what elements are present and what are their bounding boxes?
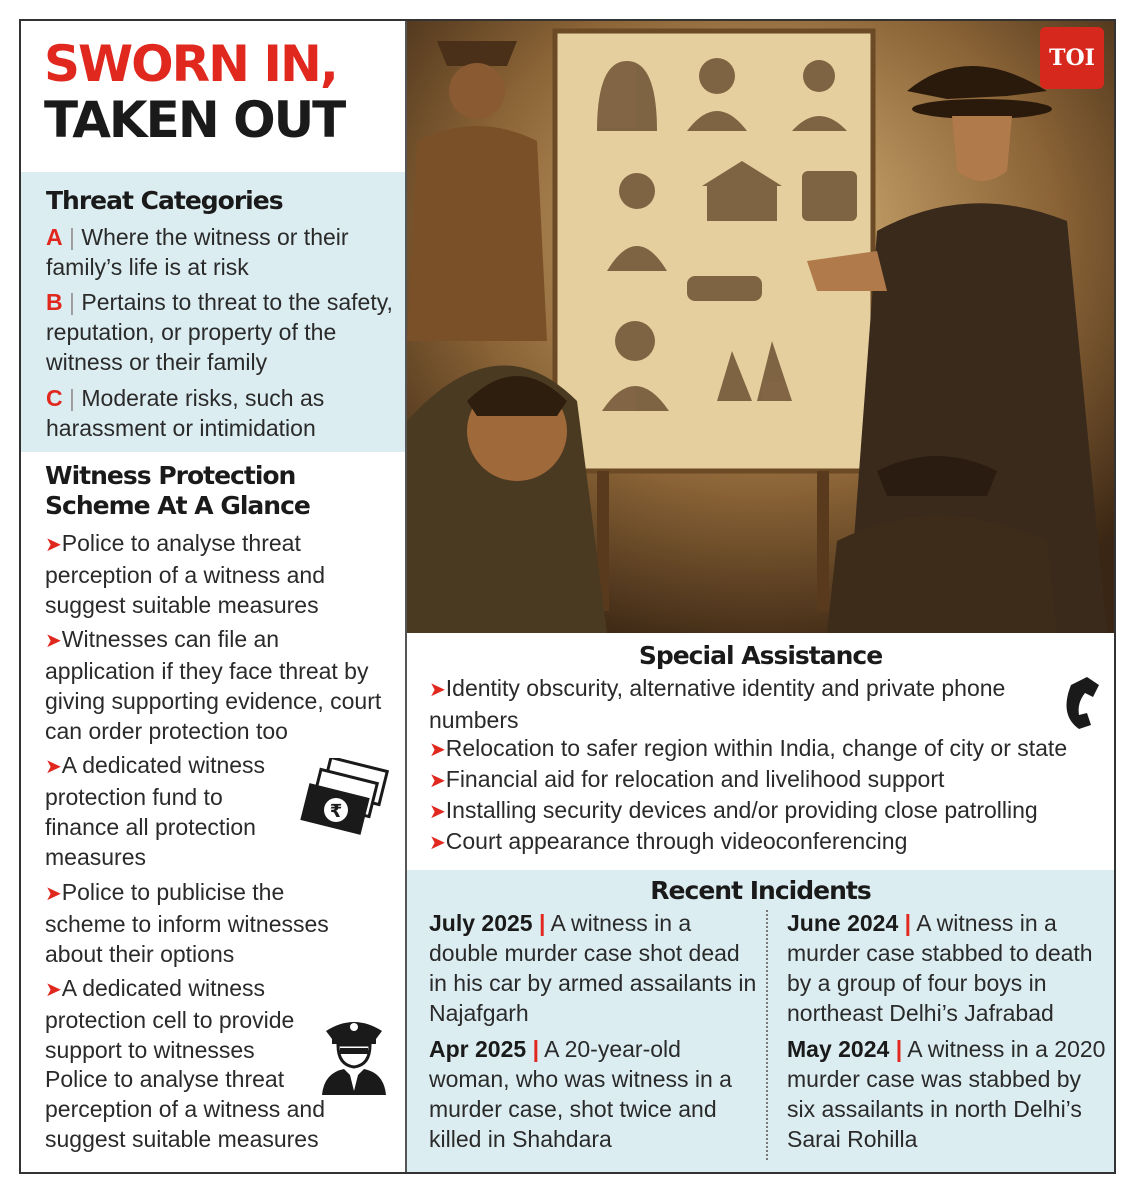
scheme-bullet-text: Witnesses can file an application if they face threat by giving supporting evidence, court can order protection too — [45, 626, 382, 744]
scheme-bullet — [45, 973, 330, 1065]
incident-item: June 2024 | A witness in a murder case stabbed to death by a group of four boys in northeast Delhi’s Jafrabad — [787, 910, 1093, 1026]
recent-incidents-panel — [407, 870, 1114, 1172]
scheme-bullet-text: Police to analyse threat perception of a witness and suggest suitable measures — [45, 530, 326, 618]
category-text: Where the witness or their family’s life is at risk — [46, 224, 349, 280]
incident-item: July 2025 | A witness in a double murder case shot dead in his car by armed assailants in Najafgarh — [429, 910, 757, 1026]
special-assistance-heading: Special Assistance — [638, 641, 883, 670]
scheme-heading-line-1: Witness Protection — [45, 461, 296, 490]
scheme-bullet-text: Police to publicise the scheme to inform witnesses about their options — [45, 879, 329, 967]
svg-text:₹: ₹ — [329, 801, 343, 822]
bullet-arrow-icon: ➤ — [429, 679, 446, 701]
threat-categories-heading: Threat Categories — [46, 186, 283, 215]
category-text: Pertains to threat to the safety, reputation, or property of the witness or their family — [46, 289, 393, 375]
scheme-heading-line-2: Scheme At A Glance — [45, 491, 310, 520]
special-assistance-panel — [407, 633, 1114, 868]
incident-text: A 20-year-old woman, who was witness in a murder case, shot twice and killed in Shahdara — [429, 1036, 732, 1152]
scheme-trailing-text: Police to analyse threat perception of a witness and suggest suitable measures — [45, 1066, 326, 1152]
incident-text: A witness in a murder case stabbed to death by a group of four boys in northeast Delhi’s Jafrabad — [787, 910, 1093, 1026]
bullet-arrow-icon: ➤ — [45, 883, 62, 905]
police-officer-icon — [318, 1013, 390, 1095]
illustration-briefing-scene — [407, 21, 1114, 633]
incident-date: May 2024 — [787, 1036, 890, 1062]
title-line-2: TAKEN OUT — [44, 91, 345, 149]
incident-text: A witness in a 2020 murder case was stabbed by six assailants in north Delhi’s Sarai Rohilla — [787, 1036, 1106, 1152]
toi-logo: TOI — [1040, 27, 1104, 89]
page-title — [44, 36, 344, 148]
incident-date: June 2024 — [787, 910, 899, 936]
money-icon — [296, 758, 390, 836]
special-assistance-text: Identity obscurity, alternative identity and private phone numbers — [429, 675, 1006, 733]
bullet-arrow-icon: ➤ — [45, 534, 62, 556]
scheme-bullet — [45, 750, 290, 872]
threat-category-c: C | Moderate risks, such as harassment or intimidation — [46, 385, 325, 441]
title-line-1: SWORN IN, — [44, 35, 337, 93]
special-assistance-item — [429, 795, 1119, 827]
threat-category-b: B | Pertains to threat to the safety, reputation, or property of the witness or their family — [46, 289, 393, 375]
threat-categories-panel — [21, 172, 405, 452]
category-text: Moderate risks, such as harassment or intimidation — [46, 385, 325, 441]
special-assistance-text: Court appearance through videoconferencing — [445, 828, 908, 854]
incident-date: July 2025 — [429, 910, 533, 936]
threat-category-a: A | Where the witness or their family’s life is at risk — [46, 224, 349, 280]
incident-item: Apr 2025 | A 20-year-old woman, who was witness in a murder case, shot twice and killed in Shahdara — [429, 1036, 732, 1152]
recent-incidents-heading: Recent Incidents — [650, 876, 871, 905]
bullet-arrow-icon: ➤ — [429, 739, 446, 761]
bullet-arrow-icon: ➤ — [429, 801, 446, 823]
category-letter: B — [46, 289, 63, 315]
category-letter: C — [46, 385, 63, 411]
special-assistance-item — [429, 826, 1119, 858]
special-assistance-text: Relocation to safer region within India, change of city or state — [445, 735, 1068, 761]
phone-icon — [1057, 675, 1103, 731]
incident-item: May 2024 | A witness in a 2020 murder case was stabbed by six assailants in north Delhi’s Sarai Rohilla — [787, 1036, 1106, 1152]
scheme-bullet-text: A dedicated witness protection fund to finance all protection measures — [45, 752, 266, 870]
bullet-arrow-icon: ➤ — [429, 832, 446, 854]
scheme-bullet — [45, 877, 365, 969]
incidents-divider — [766, 910, 768, 1160]
special-assistance-item — [429, 673, 1029, 735]
special-assistance-text: Financial aid for relocation and livelihood support — [445, 766, 945, 792]
scheme-bullet — [45, 624, 390, 746]
special-assistance-text: Installing security devices and/or providing close patrolling — [445, 797, 1038, 823]
scheme-heading — [45, 461, 345, 521]
bullet-arrow-icon: ➤ — [429, 770, 446, 792]
bullet-arrow-icon: ➤ — [45, 756, 62, 778]
scheme-bullet — [45, 528, 390, 620]
incident-text: A witness in a double murder case shot dead in his car by armed assailants in Najafgarh — [429, 910, 757, 1026]
incident-date: Apr 2025 — [429, 1036, 527, 1062]
bullet-arrow-icon: ➤ — [45, 979, 62, 1001]
special-assistance-item — [429, 733, 1119, 765]
scheme-bullet-text: A dedicated witness protection cell to provide support to witnesses — [45, 975, 295, 1063]
bullet-arrow-icon: ➤ — [45, 630, 62, 652]
category-letter: A — [46, 224, 63, 250]
special-assistance-item — [429, 764, 1119, 796]
